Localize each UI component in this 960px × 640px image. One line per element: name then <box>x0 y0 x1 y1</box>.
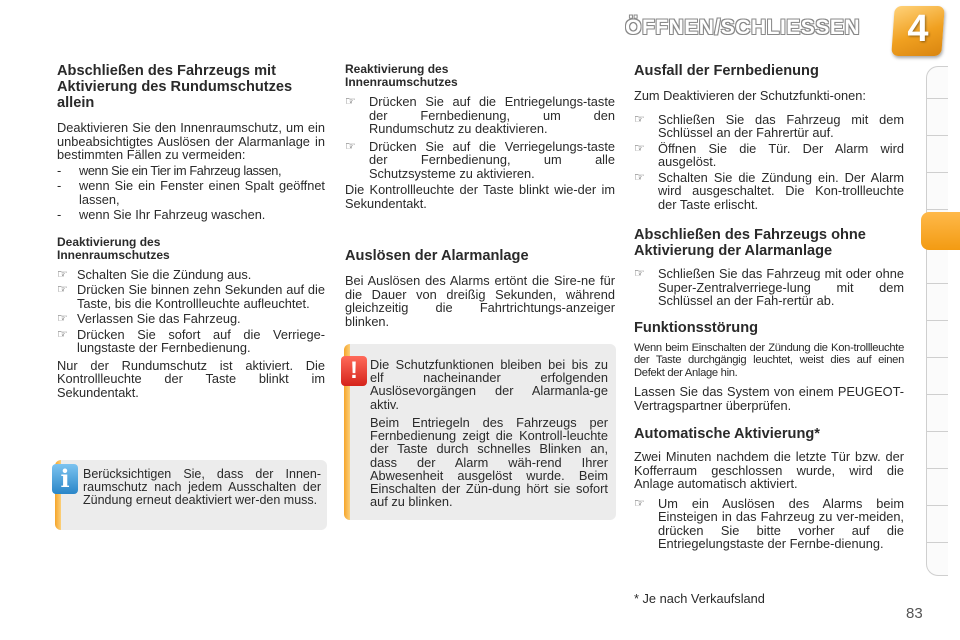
pointing-hand-icon: ☞ <box>57 311 68 325</box>
chapter-tab[interactable] <box>926 209 948 210</box>
column-1 <box>57 63 325 399</box>
subsection-title: Reaktivierung des Innenraumschutzes <box>345 62 458 89</box>
list-item: - wenn Sie Ihr Fahrzeug waschen. <box>57 207 266 222</box>
list-item: ☞ Um ein Auslösen des Alarms beim Einsteigen in das Fahrzeug zu ver-meiden, drücken Sie bitte vorher auf die Entriegelungstaste der Fernbe-dienung. <box>634 495 904 551</box>
list-item: ☞ Drücken Sie auf die Verriegelungs-taste der Fernbedienung, um alle Schutzsysteme zu aktivieren. <box>345 138 615 181</box>
chapter-tab[interactable] <box>926 320 948 321</box>
info-note <box>55 460 327 530</box>
paragraph: Zum Deaktivieren der Schutzfunkti-onen: <box>634 88 866 103</box>
paragraph: Wenn beim Einschalten der Zündung die Kon-trollleuchte der Taste durchgängig leuchtet, weist dies auf einen Defekt der Anlage hin. <box>634 341 904 379</box>
pointing-hand-icon: ☞ <box>57 282 68 296</box>
column-3 <box>634 63 904 551</box>
subsection-title: Deaktivierung des Innenraumschutzes <box>57 234 170 262</box>
warning-note-text: Die Schutzfunktionen bleiben bei bis zu elf nacheinander erfolgenden Auslösevorgängen der Alarmanla-ge aktiv. <box>370 357 608 412</box>
pointing-hand-icon: ☞ <box>57 326 68 341</box>
list-item: - wenn Sie ein Tier im Fahrzeug lassen, <box>57 162 282 178</box>
pointing-hand-icon: ☞ <box>345 94 356 108</box>
warning-note-text: Beim Entriegeln des Fahrzeugs per Fernbedienung zeigt die Kontroll-leuchte der Taste durch schnelles Blinken an, dass der Alarm wäh-rend Ihrer Abwesenheit ausgelöst wurde. Beim Einschalten der Zün-dung hört sie sofort auf zu blinken. <box>370 415 608 510</box>
chapter-number: 4 <box>907 8 929 50</box>
pointing-hand-icon: ☞ <box>634 111 645 126</box>
paragraph: Bei Auslösen des Alarms ertönt die Sire-ne für die Dauer von dreißig Sekunden, während gleichzeitig die Fahrtrichtungs-anzeiger blinken. <box>345 273 615 329</box>
pointing-hand-icon: ☞ <box>57 266 68 281</box>
section-title: Abschließen des Fahrzeugs ohne Aktivierung der Alarmanlage <box>634 227 866 259</box>
warning-icon: ! <box>341 356 367 386</box>
pointing-hand-icon: ☞ <box>634 140 645 155</box>
chapter-tab[interactable] <box>926 505 948 506</box>
paragraph: Deaktivieren Sie den Innenraumschutz, um ein unbeabsichtigtes Auslösen der Alarmanlage in bestimmten Fällen zu vermeiden: <box>57 120 325 162</box>
warning-note <box>344 344 616 520</box>
chapter-tabs <box>926 66 948 576</box>
pointing-hand-icon: ☞ <box>634 169 645 184</box>
list-item: ☞ Öffnen Sie die Tür. Der Alarm wird ausgelöst. <box>634 140 904 169</box>
section-title: Funktionsstörung <box>634 319 759 336</box>
page-title: ÖFFNEN/SCHLIESSEN <box>625 16 860 39</box>
chapter-tab[interactable] <box>926 431 948 432</box>
list-item: ☞ Schließen Sie das Fahrzeug mit oder ohne Super-Zentralverriege-lung mit dem Schlüssel an der Fah-rertür ab. <box>634 266 904 308</box>
chapter-tab[interactable] <box>926 468 948 469</box>
column-2 <box>345 63 615 328</box>
info-note-text: Berücksichtigen Sie, dass der Innen-raumschutz nach jedem Ausschalten der Zündung erneut deaktiviert wer-den muss. <box>83 467 321 507</box>
chapter-tab[interactable] <box>926 135 948 136</box>
pointing-hand-icon: ☞ <box>634 495 645 510</box>
section-title: Abschließen des Fahrzeugs mit Aktivierung des Rundumschutzes allein <box>57 63 293 111</box>
pointing-hand-icon: ☞ <box>345 138 356 153</box>
page-number: 83 <box>906 605 923 622</box>
paragraph: Lassen Sie das System von einem PEUGEOT-Vertragspartner überprüfen. <box>634 384 904 413</box>
chapter-tab[interactable] <box>926 98 948 99</box>
list-item: - wenn Sie ein Fenster einen Spalt geöffnet lassen, <box>57 178 325 207</box>
chapter-tab[interactable] <box>926 172 948 173</box>
list-item: ☞ Schalten Sie die Zündung ein. Der Alarm wird ausgeschaltet. Die Kon-trollleuchte der Taste erlischt. <box>634 169 904 212</box>
section-title: Auslösen der Alarmanlage <box>345 248 529 264</box>
paragraph: Nur der Rundumschutz ist aktiviert. Die Kontrollleuchte der Taste blinkt im Sekundentakt. <box>57 357 325 400</box>
list-item: ☞ Schließen Sie das Fahrzeug mit dem Schlüssel an der Fahrertür auf. <box>634 111 904 140</box>
chapter-tab[interactable] <box>926 542 948 543</box>
chapter-tab[interactable] <box>926 394 948 395</box>
paragraph: Die Kontrollleuchte der Taste blinkt wie-der im Sekundentakt. <box>345 182 615 211</box>
list-item: ☞ Drücken Sie sofort auf die Verriege-lungstaste der Fernbedienung. <box>57 326 325 355</box>
list-item: ☞ Verlassen Sie das Fahrzeug. <box>57 311 241 326</box>
list-item: ☞ Drücken Sie binnen zehn Sekunden auf die Taste, bis die Kontrollleuchte aufleuchtet. <box>57 282 325 311</box>
chapter-tab[interactable] <box>926 283 948 284</box>
info-icon: i <box>52 464 78 494</box>
chapter-tab-active[interactable] <box>921 212 960 250</box>
paragraph: Zwei Minuten nachdem die letzte Tür bzw. der Kofferraum geschlossen wurde, wird die Anlage automatisch aktiviert. <box>634 449 904 491</box>
pointing-hand-icon: ☞ <box>634 266 645 280</box>
list-item: ☞ Schalten Sie die Zündung aus. <box>57 266 252 282</box>
section-title: Automatische Aktivierung* <box>634 426 820 442</box>
list-item: ☞ Drücken Sie auf die Entriegelungs-taste der Fernbedienung, um den Rundumschutz zu deaktivieren. <box>345 94 615 136</box>
chapter-tab[interactable] <box>926 357 948 358</box>
footnote: * Je nach Verkaufsland <box>634 591 765 606</box>
section-title: Ausfall der Fernbedienung <box>634 63 819 79</box>
